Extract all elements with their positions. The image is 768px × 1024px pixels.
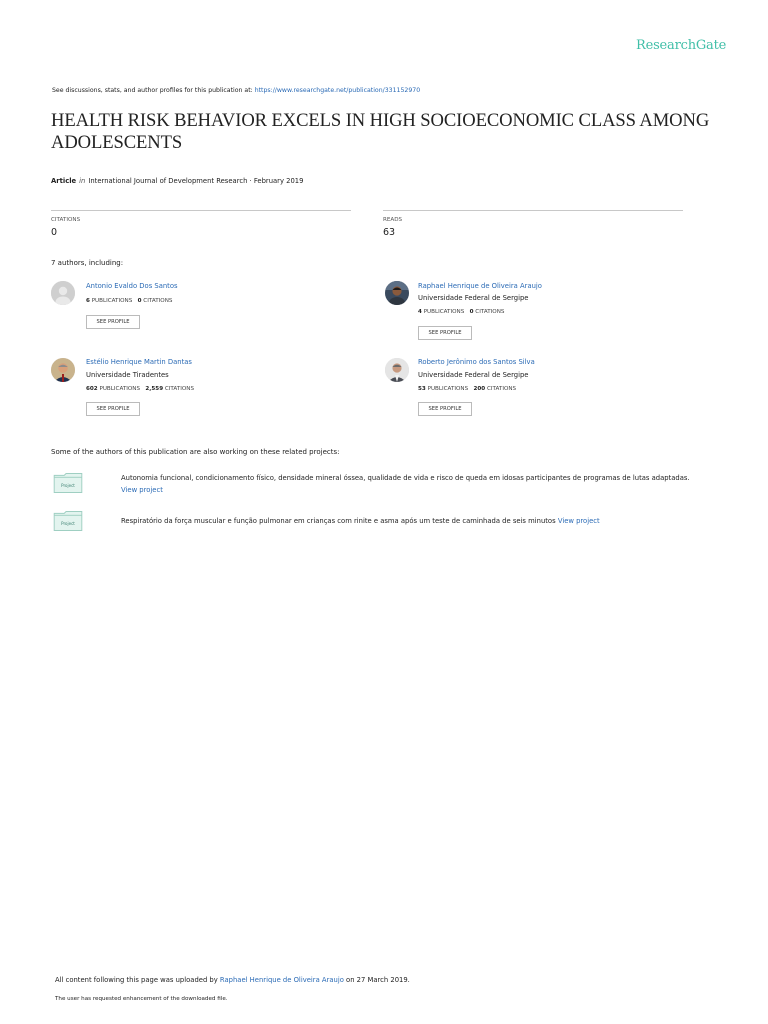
researchgate-logo[interactable]: ResearchGate [636, 38, 727, 53]
publications-count: 602 [86, 386, 98, 392]
citations-count: 0 [469, 309, 474, 315]
author-name-link[interactable]: Roberto Jerônimo dos Santos Silva [418, 358, 535, 366]
project-icon[interactable] [53, 511, 83, 535]
author-affiliation: Universidade Tiradentes [86, 371, 169, 379]
upload-suffix: on 27 March 2019. [343, 976, 410, 984]
citations-label: CITATIONS [486, 386, 517, 392]
publication-url-link[interactable]: https://www.researchgate.net/publication/331152970 [254, 87, 421, 94]
citations-count: 0 [51, 227, 58, 238]
author-stats [86, 298, 172, 304]
author-card [51, 281, 75, 305]
uploader-link[interactable]: Raphael Henrique de Oliveira Araujo [219, 976, 344, 984]
authors-heading: 7 authors, including: [51, 259, 124, 267]
project-icon-label: Project [61, 483, 75, 488]
project-icon[interactable] [53, 473, 83, 497]
author-name-link[interactable]: Antonio Evaldo Dos Santos [86, 282, 178, 290]
citations-divider [51, 210, 351, 211]
publications-count: 53 [418, 386, 426, 392]
citations-label: CITATIONS [143, 298, 173, 304]
article-type: Article [51, 177, 77, 185]
reads-count: 63 [383, 227, 396, 238]
publications-label: PUBLICATIONS [427, 386, 469, 392]
avatar-placeholder-icon[interactable] [51, 281, 75, 305]
author-stats [418, 386, 516, 392]
citations-label: CITATIONS [475, 309, 505, 315]
related-projects-heading: Some of the authors of this publication are also working on these related projects: [51, 448, 340, 456]
author-affiliation: Universidade Federal de Sergipe [418, 371, 529, 379]
author-photo[interactable] [385, 358, 409, 382]
upload-notice [55, 976, 410, 984]
project-icon-label: Project [61, 521, 75, 526]
view-project-link[interactable]: View project [121, 486, 163, 494]
author-photo[interactable] [385, 281, 409, 305]
project-title: Autonomia funcional, condicionamento físico, densidade mineral óssea, qualidade de vida e risco de queda em idosas participantes de programas de lutas adaptadas. [121, 474, 690, 482]
author-card [385, 281, 409, 305]
discussion-line [52, 87, 420, 94]
publications-count: 4 [418, 309, 422, 315]
author-stats [418, 309, 504, 315]
publications-label: PUBLICATIONS [423, 309, 465, 315]
publications-count: 6 [86, 298, 90, 304]
citations-count: 0 [137, 298, 142, 304]
project-description [121, 515, 600, 527]
paper-title: HEALTH RISK BEHAVIOR EXCELS IN HIGH SOCIOECONOMIC CLASS AMONG ADOLESCENTS [51, 110, 710, 153]
upload-prefix: All content following this page was uploaded by [55, 976, 220, 984]
citations-count: 2,559 [145, 386, 164, 392]
discussion-prefix: See discussions, stats, and author profiles for this publication at: [52, 87, 255, 94]
article-meta [51, 177, 303, 185]
project-description [121, 472, 726, 496]
author-name-link[interactable]: Raphael Henrique de Oliveira Araujo [418, 282, 542, 290]
citations-count: 200 [473, 386, 486, 392]
see-profile-button[interactable]: SEE PROFILE [418, 402, 472, 416]
publications-label: PUBLICATIONS [91, 298, 133, 304]
project-title: Respiratório da força muscular e função pulmonar em crianças com rinite e asma após um teste de caminhada de seis minutos [121, 517, 556, 525]
author-affiliation: Universidade Federal de Sergipe [418, 294, 529, 302]
author-name-link[interactable]: Estélio Henrique Martin Dantas [86, 358, 192, 366]
enhancement-note: The user has requested enhancement of the downloaded file. [55, 996, 228, 1002]
author-photo[interactable] [51, 358, 75, 382]
author-stats [86, 386, 194, 392]
reads-divider [383, 210, 683, 211]
venue: International Journal of Development Research · February 2019 [88, 177, 304, 185]
in-word: in [79, 177, 86, 185]
view-project-link[interactable]: View project [557, 517, 600, 525]
reads-label: READS [383, 217, 403, 223]
author-card [51, 358, 75, 382]
see-profile-button[interactable]: SEE PROFILE [86, 402, 140, 416]
author-card [385, 358, 409, 382]
see-profile-button[interactable]: SEE PROFILE [418, 326, 472, 340]
see-profile-button[interactable]: SEE PROFILE [86, 315, 140, 329]
citations-label: CITATIONS [164, 386, 195, 392]
publications-label: PUBLICATIONS [99, 386, 141, 392]
citations-label: CITATIONS [51, 217, 81, 223]
